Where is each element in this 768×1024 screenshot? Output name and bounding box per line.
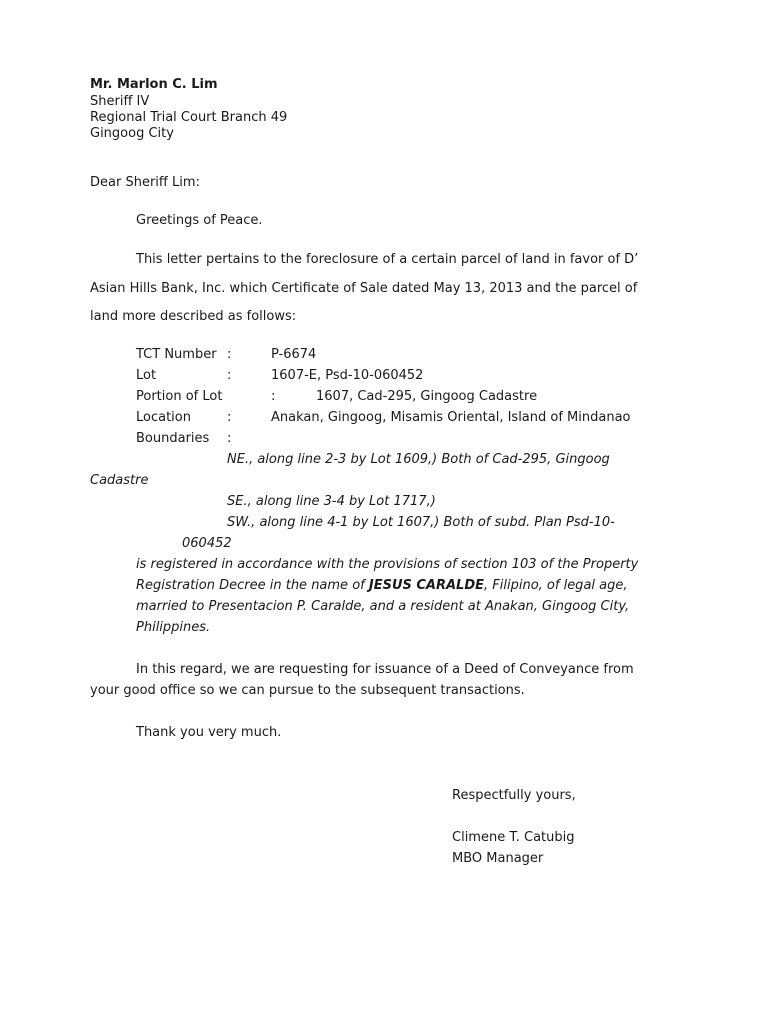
intro-line-1: This letter pertains to the foreclosure of a certain parcel of land in favor of D’: [136, 252, 639, 267]
closing: Respectfully yours,: [452, 788, 576, 803]
property-value-location: Anakan, Gingoog, Misamis Oriental, Island of Mindanao: [271, 410, 631, 425]
property-label-lot: Lot: [136, 368, 157, 383]
boundary-sw: SW., along line 4-1 by Lot 1607,) Both of subd. Plan Psd-10-: [227, 515, 615, 530]
request-line-1: In this regard, we are requesting for issuance of a Deed of Conveyance from: [136, 662, 634, 677]
property-label-portion: Portion of Lot: [136, 389, 223, 404]
property-label-boundaries: Boundaries: [136, 431, 210, 446]
registration-line-1: is registered in accordance with the provisions of section 103 of the Property: [136, 557, 639, 572]
recipient-title: Sheriff IV: [90, 94, 150, 109]
registration-line-3: married to Presentacion P. Caralde, and a resident at Anakan, Gingoog City,: [136, 599, 630, 614]
property-value-portion: 1607, Cad-295, Gingoog Cadastre: [316, 389, 538, 404]
registration-line-4: Philippines.: [136, 620, 211, 635]
signatory-title: MBO Manager: [452, 851, 544, 866]
greeting: Greetings of Peace.: [136, 213, 263, 228]
signatory-name: Climene T. Catubig: [452, 830, 575, 845]
request-line-2: your good office so we can pursue to the subsequent transactions.: [90, 683, 525, 698]
registration-line-2-pre: Registration Decree in the name of: [136, 578, 369, 593]
recipient-office: Regional Trial Court Branch 49: [90, 110, 288, 125]
property-value-tct: P-6674: [271, 347, 317, 362]
registration-line-2-post: , Filipino, of legal age,: [484, 578, 628, 593]
boundary-sw-cont: 060452: [182, 536, 232, 551]
property-sep-location: :: [227, 410, 232, 425]
thanks: Thank you very much.: [136, 725, 282, 740]
property-label-location: Location: [136, 410, 191, 425]
recipient-city: Gingoog City: [90, 126, 174, 141]
boundary-ne-cont: Cadastre: [90, 473, 149, 488]
intro-line-3: land more described as follows:: [90, 309, 297, 324]
property-sep-boundaries: :: [227, 431, 232, 446]
boundary-ne: NE., along line 2-3 by Lot 1609,) Both of Cad-295, Gingoog: [227, 452, 610, 467]
salutation: Dear Sheriff Lim:: [90, 175, 200, 190]
property-value-lot: 1607-E, Psd-10-060452: [271, 368, 424, 383]
property-sep-tct: :: [227, 347, 232, 362]
property-label-tct: TCT Number: [136, 347, 217, 362]
boundary-se: SE., along line 3-4 by Lot 1717,): [227, 494, 436, 509]
property-sep-portion: :: [271, 389, 276, 404]
property-sep-lot: :: [227, 368, 232, 383]
intro-line-2: Asian Hills Bank, Inc. which Certificate of Sale dated May 13, 2013 and the parcel of: [90, 281, 638, 296]
recipient-name: Mr. Marlon C. Lim: [90, 77, 218, 92]
owner-name: JESUS CARALDE: [368, 578, 485, 593]
registration-line-2: [136, 578, 628, 594]
